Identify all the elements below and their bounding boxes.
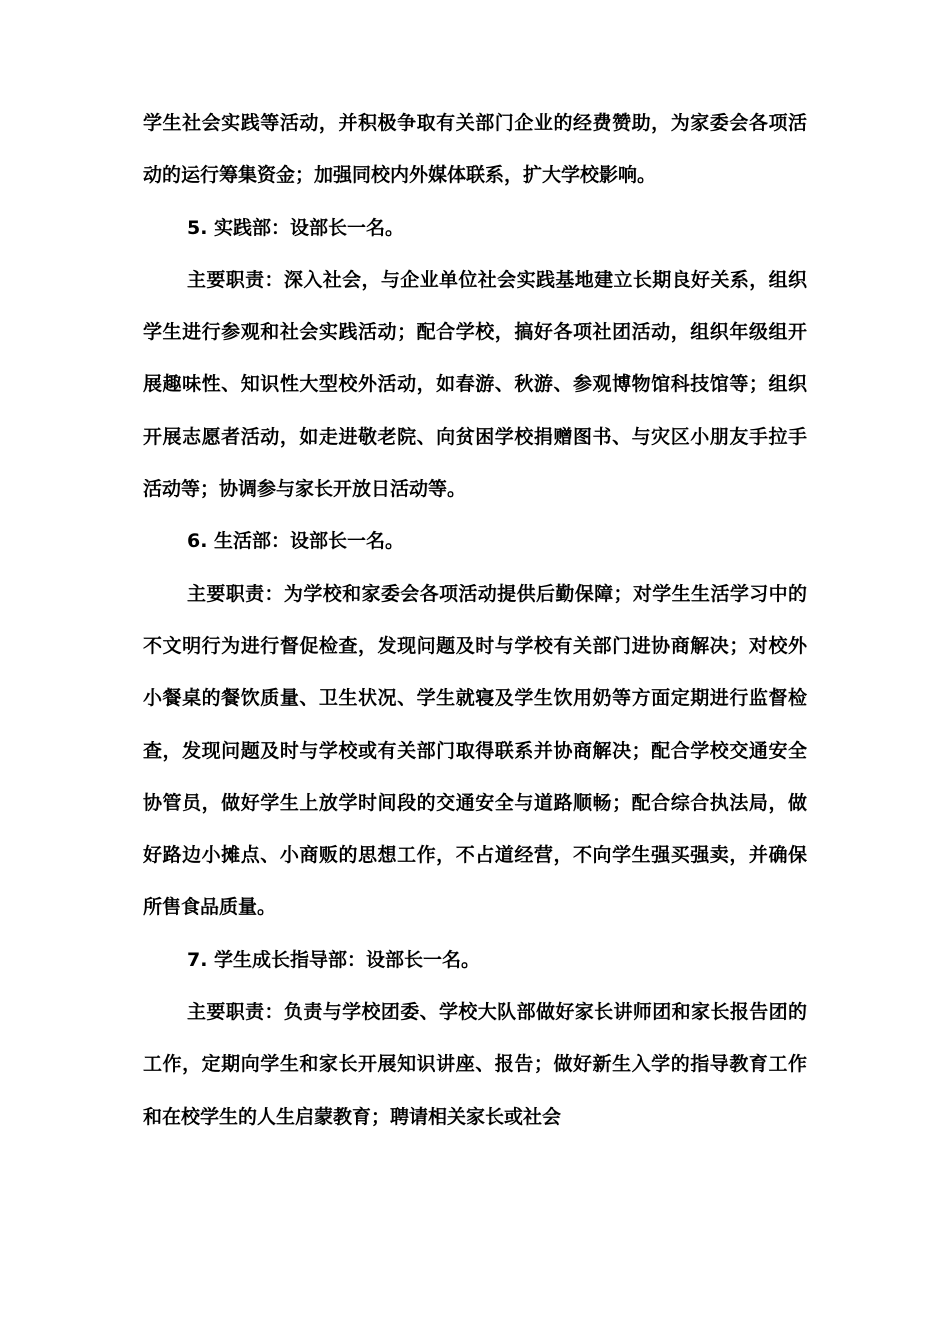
document-body [143, 97, 807, 1143]
heading-life-dept: 6. 生活部：设部长一名。 [187, 530, 405, 553]
paragraph-practice-duties: 主要职责：深入社会，与企业单位社会实践基地建立长期良好关系，组织学生进行参观和社会实践活动；配合学校，搞好各项社团活动，组织年级组开展趣味性、知识性大型校外活动，如春游、秋游、参观博物馆科技馆等；组织开展志愿者活动，如走进敬老院、向贫困学校捐赠图书、与灾区小朋友手拉手活动等；协调参与家长开放日活动等。 [143, 268, 807, 501]
paragraph-continuation: 学生社会实践等活动，并积极争取有关部门企业的经费赞助，为家委会各项活动的运行筹集资金；加强同校内外媒体联系，扩大学校影响。 [143, 112, 807, 187]
paragraph-growth-guidance-duties: 主要职责：负责与学校团委、学校大队部做好家长讲师团和家长报告团的工作，定期向学生和家长开展知识讲座、报告；做好新生入学的指导教育工作和在校学生的人生启蒙教育；聘请相关家长或社会 [143, 1001, 807, 1128]
paragraph-life-duties: 主要职责：为学校和家委会各项活动提供后勤保障；对学生生活学习中的不文明行为进行督促检查，发现问题及时与学校有关部门进协商解决；对校外小餐桌的餐饮质量、卫生状况、学生就寝及学生饮用奶等方面定期进行监督检查，发现问题及时与学校或有关部门取得联系并协商解决；配合学校交通安全协管员，做好学生上放学时间段的交通安全与道路顺畅；配合综合执法局，做好路边小摊点、小商贩的思想工作，不占道经营，不向学生强买强卖，并确保所售食品质量。 [143, 582, 807, 919]
heading-practice-dept: 5. 实践部：设部长一名。 [187, 216, 405, 239]
heading-growth-guidance-dept: 7. 学生成长指导部：设部长一名。 [187, 948, 481, 971]
